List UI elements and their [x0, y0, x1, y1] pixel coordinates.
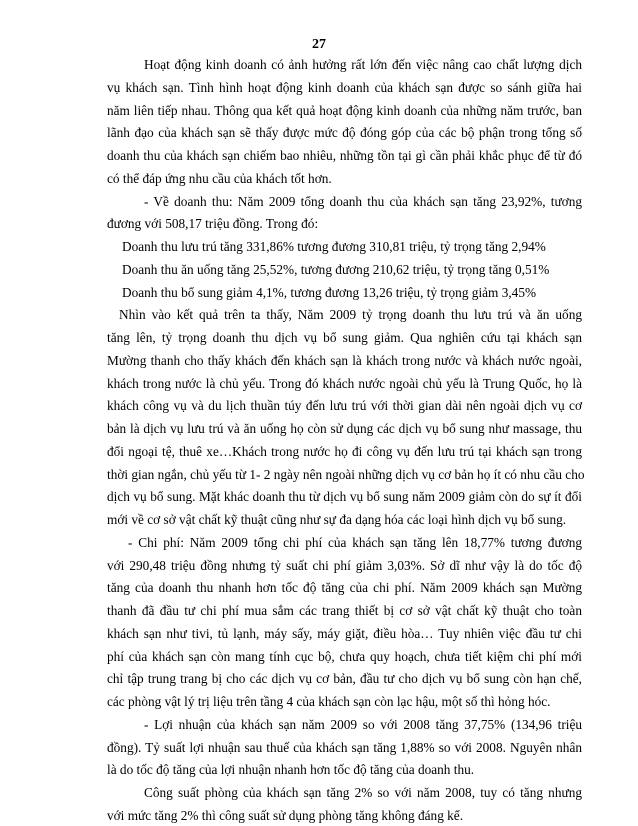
- text-line: các phòng vật lý trị liệu trên tầng 4 của khách sạn còn lạc hậu, một số thì hỏng hóc.: [107, 694, 551, 709]
- text-line: phí của khách sạn còn mang tính cục bộ, chưa quy hoạch, chưa tiết kiệm chi phí mới: [107, 649, 582, 664]
- text-line: lãnh đạo của khách sạn sẽ thấy được mức độ đóng góp của các bộ phận trong tổng số: [107, 125, 582, 140]
- text-line: khách sạn như tivi, tủ lạnh, máy sấy, máy giặt, điều hòa… Tuy nhiên việc đầu tư chi: [107, 626, 582, 641]
- text-line: năm liên tiếp nhau. Thông qua kết quả hoạt động kinh doanh của những năm trước, ban: [107, 103, 582, 118]
- text-line: mới về cơ sở vật chất kỹ thuật cũng như sự đa dạng hóa các loại hình dịch vụ bổ sung.: [107, 512, 567, 527]
- text-line: tăng lên, tỷ trọng doanh thu dịch vụ bổ sung giảm. Qua nghiên cứu tại khách sạn: [107, 330, 582, 345]
- text-line: Nhìn vào kết quả trên ta thấy, Năm 2009 tỷ trọng doanh thu lưu trú và ăn uống: [119, 307, 582, 322]
- text-line: chỉ tập trung trang bị cho các dịch vụ cơ bản, đầu tư cho dịch vụ bổ sung còn hạn chế,: [107, 671, 582, 686]
- text-line: Doanh thu bổ sung giảm 4,1%, tương đương 13,26 triệu, tỷ trọng giảm 3,45%: [122, 285, 537, 300]
- text-line: Hoạt động kinh doanh có ảnh hưởng rất lớn đến việc nâng cao chất lượng dịch: [144, 57, 582, 72]
- text-line: tăng của doanh thu nhanh hơn tốc độ tăng của chi phí. Năm 2009 khách sạn Mường: [107, 580, 582, 595]
- text-line: vụ khách sạn. Tình hình hoạt động kinh doanh của khách sạn được so sánh giữa hai: [107, 80, 582, 95]
- text-line: bản là dịch vụ lưu trú và ăn uống họ còn sử dụng các dịch vụ bổ sung như massage, thu: [107, 421, 582, 436]
- text-line: với 290,48 triệu đồng nhưng tỷ suất chi phí giảm 3,03%. Sở dĩ như vậy là do tốc độ: [107, 558, 582, 573]
- text-line: khách công vụ và du lịch thuần túy đến lưu trú với thời gian dài nên ngoài dịch vụ cơ: [107, 398, 582, 413]
- text-line: là do tốc độ tăng của lợi nhuận nhanh hơn tốc độ tăng của doanh thu.: [107, 762, 475, 777]
- text-line: Công suất phòng của khách sạn tăng 2% so với năm 2008, tuy có tăng nhưng: [144, 785, 582, 800]
- text-line: thời gian ngắn, chủ yếu từ 1- 2 ngày nên ngoài những dịch vụ cơ bản họ ít có nhu cầu cho: [107, 467, 585, 482]
- text-line: Mường thanh cho thấy khách đến khách sạn là khách trong nước và khách nước ngoài,: [107, 353, 582, 368]
- text-line: dịch vụ bổ sung. Mặt khác doanh thu từ dịch vụ bổ sung năm 2009 giảm còn do sự ít đổi: [107, 489, 582, 504]
- text-line: - Lợi nhuận của khách sạn năm 2009 so với 2008 tăng 37,75% (134,96 triệu: [144, 717, 582, 732]
- text-line: có thể đáp ứng nhu cầu của khách tốt hơn.: [107, 171, 332, 186]
- text-line: thanh đã đầu tư chi phí mua sắm các trang thiết bị cơ sở vật chất kỹ thuật cho toàn: [107, 603, 582, 618]
- text-line: khách trong nước là chủ yếu. Trong đó khách nước ngoài chủ yếu là Trung Quốc, họ là: [107, 376, 582, 391]
- text-line: đổi ngoại tệ, thuê xe…Khách trong nước họ đi công vụ đến lưu trú tại khách sạn trong: [107, 444, 582, 459]
- text-line: với mức tăng 2% thì công suất sử dụng phòng tăng không đáng kể.: [107, 808, 464, 823]
- text-line: Doanh thu lưu trú tăng 331,86% tương đương 310,81 triệu, tỷ trọng tăng 2,94%: [122, 239, 546, 254]
- page-number: 27: [312, 37, 326, 52]
- text-line: Doanh thu ăn uống tăng 25,52%, tương đương 210,62 triệu, tỷ trọng tăng 0,51%: [122, 262, 550, 277]
- text-line: doanh thu của khách sạn chiếm bao nhiêu, những tồn tại gì cần phải khắc phục để từ đó: [107, 148, 582, 163]
- text-line: đồng). Tỷ suất lợi nhuận sau thuế của khách sạn tăng 1,88% so với 2008. Nguyên nhân: [107, 740, 582, 755]
- text-line: đương với 508,17 triệu đồng. Trong đó:: [107, 216, 319, 231]
- text-line: - Chi phí: Năm 2009 tổng chi phí của khách sạn tăng lên 18,77% tương đương: [128, 535, 582, 550]
- text-line: - Về doanh thu: Năm 2009 tổng doanh thu của khách sạn tăng 23,92%, tương: [144, 194, 582, 209]
